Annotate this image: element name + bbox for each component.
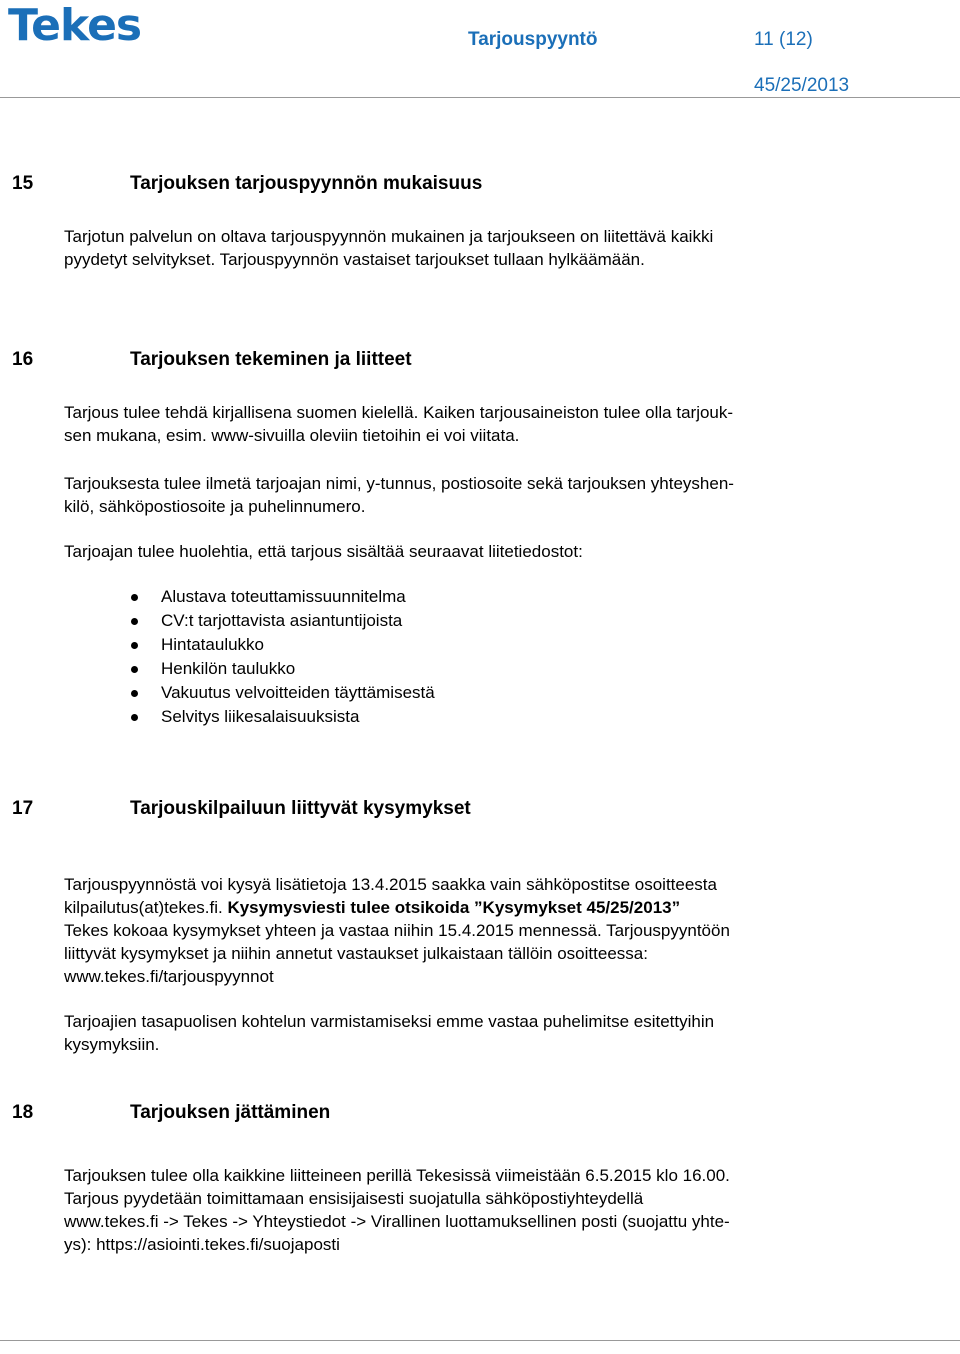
- subject-instruction: Kysymysviesti tulee otsikoida ”Kysymykset 45/25/2013”: [227, 898, 681, 917]
- tekes-logo: Tekes: [8, 0, 142, 51]
- text-line: www.tekes.fi/tarjouspyynnot: [64, 967, 274, 986]
- list-item: [64, 585, 435, 609]
- bullet-icon: [131, 690, 138, 697]
- text-line: Tarjouspyynnöstä voi kysyä lisätietoja 13.4.2015 saakka vain sähköpostitse osoitteesta: [64, 875, 717, 894]
- section-16-number: 16: [12, 349, 34, 370]
- footer-divider: [0, 1340, 960, 1341]
- text-line: www.tekes.fi -> Tekes -> Yhteystiedot -> Virallinen luottamuksellinen posti (suojattu yhte-: [64, 1212, 730, 1231]
- email-text: kilpailutus(at)tekes.fi.: [64, 898, 228, 917]
- list-item: [64, 681, 435, 705]
- list-item: [64, 609, 435, 633]
- document-title: Tarjouspyyntö: [468, 29, 598, 50]
- list-item: [64, 705, 435, 729]
- text-line: [64, 896, 854, 919]
- text-line: Tarjouksen tulee olla kaikkine liitteineen perillä Tekesissä viimeistään 6.5.2015 klo 16.00.: [64, 1166, 730, 1185]
- list-item-label: Hintataulukko: [161, 635, 265, 654]
- text-line: sen mukana, esim. www-sivuilla oleviin tietoihin ei voi viitata.: [64, 426, 520, 445]
- bullet-icon: [131, 618, 138, 625]
- text-line: liittyvät kysymykset ja niihin annetut vastaukset julkaistaan tällöin osoitteessa:: [64, 944, 648, 963]
- list-item: [64, 633, 435, 657]
- text-line: ys): https://asiointi.tekes.fi/suojaposti: [64, 1235, 340, 1254]
- document-date: 45/25/2013: [754, 75, 850, 96]
- section-16-paragraph-2: [64, 472, 854, 518]
- section-18-number: 18: [12, 1102, 34, 1123]
- text-line: pyydetyt selvitykset. Tarjouspyynnön vastaiset tarjoukset tullaan hylkäämään.: [64, 250, 645, 269]
- section-18-title: Tarjouksen jättäminen: [130, 1102, 331, 1123]
- text-line: Tarjotun palvelun on oltava tarjouspyynnön mukainen ja tarjoukseen on liitettävä kaikki: [64, 227, 714, 246]
- text-line: Tarjous pyydetään toimittamaan ensisijaisesti suojatulla sähköpostiyhteydellä: [64, 1189, 644, 1208]
- section-15-number: 15: [12, 173, 34, 194]
- text-line: Tarjouksesta tulee ilmetä tarjoajan nimi, y-tunnus, postiosoite sekä tarjouksen yhteyshen-: [64, 474, 734, 493]
- bullet-icon: [131, 666, 138, 673]
- text-line: Tarjoajan tulee huolehtia, että tarjous sisältää seuraavat liitetiedostot:: [64, 542, 583, 561]
- section-16-paragraph-1: [64, 401, 854, 447]
- section-17-title: Tarjouskilpailuun liittyvät kysymykset: [130, 798, 471, 819]
- text-line: Tekes kokoaa kysymykset yhteen ja vastaa niihin 15.4.2015 mennessä. Tarjouspyyntöön: [64, 921, 730, 940]
- section-16-title: Tarjouksen tekeminen ja liitteet: [130, 349, 412, 370]
- list-item-label: CV:t tarjottavista asiantuntijoista: [161, 611, 403, 630]
- list-item-label: Selvitys liikesalaisuuksista: [161, 707, 360, 726]
- page-number: 11 (12): [754, 29, 813, 50]
- section-15-title: Tarjouksen tarjouspyynnön mukaisuus: [130, 173, 483, 194]
- attachment-list: [64, 585, 435, 729]
- text-line: kysymyksiin.: [64, 1035, 160, 1054]
- section-17-paragraph-2: [64, 1010, 854, 1056]
- bullet-icon: [131, 594, 138, 601]
- section-18-paragraph: [64, 1164, 854, 1256]
- list-item-label: Alustava toteuttamissuunnitelma: [161, 587, 406, 606]
- bullet-icon: [131, 714, 138, 721]
- text-line: kilö, sähköpostiosoite ja puhelinnumero.: [64, 497, 366, 516]
- section-17-paragraph-1: [64, 873, 854, 988]
- list-item-label: Henkilön taulukko: [161, 659, 296, 678]
- text-line: Tarjoajien tasapuolisen kohtelun varmistamiseksi emme vastaa puhelimitse esitettyihin: [64, 1012, 715, 1031]
- list-item: [64, 657, 435, 681]
- list-item-label: Vakuutus velvoitteiden täyttämisestä: [161, 683, 435, 702]
- text-line: Tarjous tulee tehdä kirjallisena suomen kielellä. Kaiken tarjousaineiston tulee olla tarjouk-: [64, 403, 734, 422]
- header-divider: [0, 97, 960, 98]
- section-17-number: 17: [12, 798, 34, 819]
- bullet-icon: [131, 642, 138, 649]
- section-15-paragraph: [64, 225, 854, 271]
- section-16-paragraph-3: [64, 540, 854, 563]
